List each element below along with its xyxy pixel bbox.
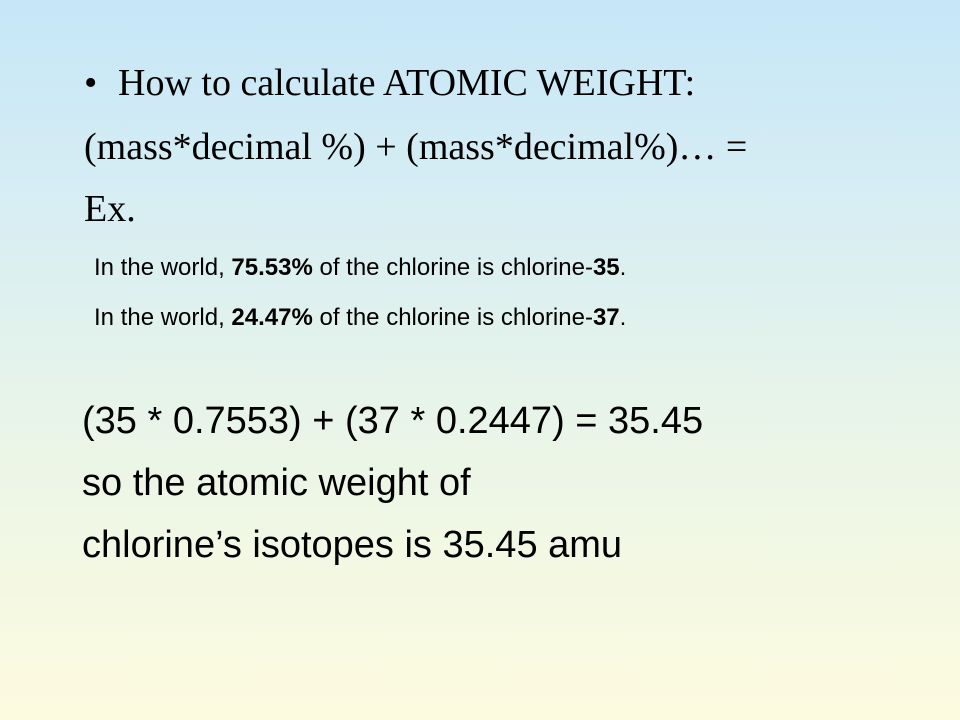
formula-text: (mass*decimal %) + (mass*decimal%)… =: [84, 126, 748, 168]
heading-text: How to calculate ATOMIC WEIGHT:: [118, 62, 696, 104]
fact-suffix: .: [619, 254, 627, 281]
bullet-icon: •: [84, 62, 98, 104]
fact-isotope: 35: [592, 254, 620, 281]
fact-line-2: [94, 306, 626, 330]
fact-suffix: .: [619, 304, 627, 331]
fact-line-1: [94, 256, 626, 280]
fact-middle: of the chlorine is chlorine-: [312, 304, 593, 331]
fact-isotope: 37: [592, 304, 620, 331]
fact-middle: of the chlorine is chlorine-: [312, 254, 593, 281]
example-label: Ex.: [84, 188, 136, 230]
conclusion-line-2: chlorine’s isotopes is 35.45 amu: [82, 524, 623, 566]
fact-percent: 75.53%: [231, 254, 313, 281]
fact-prefix: In the world,: [94, 304, 232, 331]
fact-percent: 24.47%: [231, 304, 313, 331]
fact-prefix: In the world,: [94, 254, 232, 281]
conclusion-line-1: so the atomic weight of: [82, 462, 471, 504]
bullet-heading: [84, 64, 695, 102]
calculation-text: (35 * 0.7553) + (37 * 0.2447) = 35.45: [82, 400, 704, 442]
